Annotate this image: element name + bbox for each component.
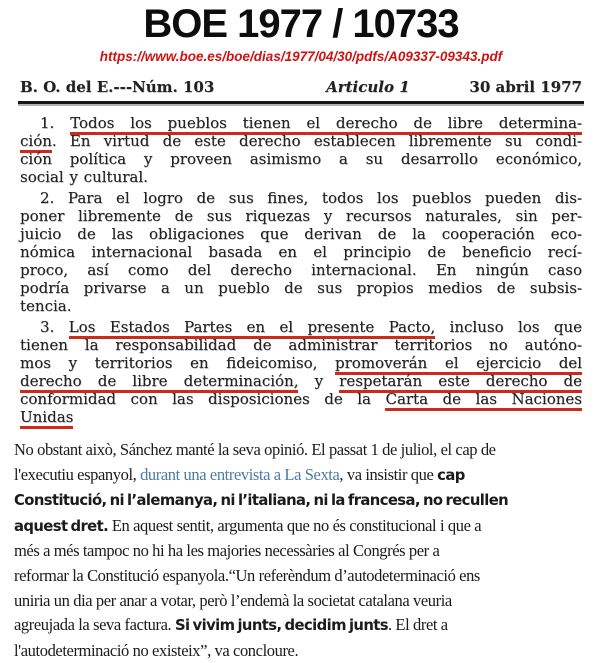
text-run: tienen la responsabilidad de administrar territorios no autóno-	[20, 336, 582, 354]
text-run: . El dret a	[387, 615, 448, 635]
page-title: BOE 1977 / 10733	[143, 2, 459, 46]
text-line	[14, 639, 588, 663]
text-line	[20, 354, 582, 372]
red-underlined-text: respetarán este derecho de	[339, 372, 582, 393]
text-run: ción política y proveen asimismo a su desarrollo económico,	[20, 150, 582, 168]
inline-link[interactable]: durant una entrevista a La Sexta	[140, 464, 340, 484]
text-line	[20, 372, 582, 390]
text-run: podría privarse a un pueblo de sus propios medios de subsis-	[20, 279, 582, 297]
bold-text: aquest dret.	[14, 517, 109, 535]
text-line	[20, 207, 582, 225]
text-run: No obstant això, Sánchez manté la seva opinió. El passat 1 de juliol, el cap de	[14, 440, 496, 459]
text-run: reformar la Constitució espanyola.“Un referèndum d’autodeterminació ens	[14, 565, 480, 585]
text-run: conformidad con las disposiciones de la	[20, 390, 386, 408]
text-line	[20, 318, 582, 336]
masthead-date: 30 abril 1977	[469, 78, 582, 96]
text-run: més a més tampoc no hi ha les majories necessàries al Congrés per a	[14, 541, 440, 561]
red-underlined-text: Los Estados Partes en el presente Pacto,	[69, 318, 436, 339]
bold-text: Si vivim junts, decidim junts	[174, 617, 388, 635]
bold-text: cap	[437, 466, 465, 484]
text-line	[20, 150, 582, 168]
red-underlined-text: Todos los pueblos tienen el derecho de libre determina-	[70, 114, 582, 135]
text-line	[20, 168, 582, 186]
text-run: y	[298, 372, 340, 390]
text-run: 1.	[40, 114, 71, 132]
text-run: juicio de las obligaciones que derivan de la cooperación eco-	[20, 225, 582, 243]
text-line	[20, 279, 582, 297]
text-run: nómica internacional basada en el principio de beneficio recí-	[20, 243, 582, 261]
text-line	[20, 297, 582, 315]
text-run: mos y territorios en fideicomiso,	[20, 354, 336, 372]
boe-pdf-link[interactable]: https://www.boe.es/boe/dias/1977/04/30/pdfs/A09337-09343.pdf	[99, 49, 503, 64]
bold-text: Constitució, ni l’alemanya, ni l’italiana, ni la francesa, no recullen	[14, 492, 509, 510]
text-line	[20, 243, 582, 261]
boe-scan-excerpt	[18, 74, 584, 426]
text-run: incluso los que	[435, 318, 582, 336]
text-line	[14, 539, 588, 564]
text-run: agreujada la seva factura.	[14, 615, 175, 635]
text-run: uniria un dia per anar a votar, però l’endemà la societat catalana veuria	[14, 590, 452, 610]
text-line	[14, 564, 588, 589]
scan-text	[18, 112, 584, 426]
red-underlined-text: Unidas	[20, 408, 73, 429]
text-run: l'executiu espanyol,	[14, 464, 141, 484]
text-line	[14, 613, 588, 639]
text-line	[14, 589, 588, 614]
text-line	[14, 438, 588, 463]
text-line	[20, 114, 582, 132]
text-line	[14, 463, 588, 489]
text-line	[14, 488, 588, 514]
text-run: En aquest sentit, argumenta que no és constitucional i que a	[108, 515, 482, 535]
article-paragraph	[14, 438, 588, 663]
masthead-article: Articulo 1	[326, 78, 410, 96]
text-run: l'autodeterminació no existeix”, va concloure.	[14, 640, 299, 660]
text-run: poner libremente de sus riquezas y recursos naturales, sin per-	[20, 207, 582, 225]
red-underlined-text: ción	[20, 132, 52, 153]
text-line	[20, 390, 582, 408]
text-run: 2. Para el logro de sus fines, todos los pueblos pueden dis-	[40, 189, 582, 207]
masthead-issue: B. O. del E.---Núm. 103	[20, 78, 215, 96]
text-line	[20, 132, 582, 150]
text-line	[20, 336, 582, 354]
text-line	[20, 261, 582, 279]
scan-masthead	[18, 74, 584, 101]
red-underlined-text: Carta de las Naciones	[385, 390, 582, 411]
text-run: , va insistir que	[339, 464, 438, 484]
text-run: proco, así como del derecho internacional. En ningún caso	[20, 261, 582, 279]
red-underlined-text: promoverán el ejercicio del	[335, 354, 582, 375]
text-run: social y cultural.	[20, 168, 148, 186]
text-run: tencia.	[20, 297, 72, 315]
red-underlined-text: derecho de libre determinación,	[20, 372, 298, 393]
text-line	[20, 225, 582, 243]
text-line	[20, 189, 582, 207]
text-run: . En virtud de este derecho establecen libremente su condi-	[51, 132, 582, 150]
text-run: 3.	[40, 318, 69, 336]
masthead-rule	[18, 101, 584, 104]
text-line	[14, 514, 588, 540]
